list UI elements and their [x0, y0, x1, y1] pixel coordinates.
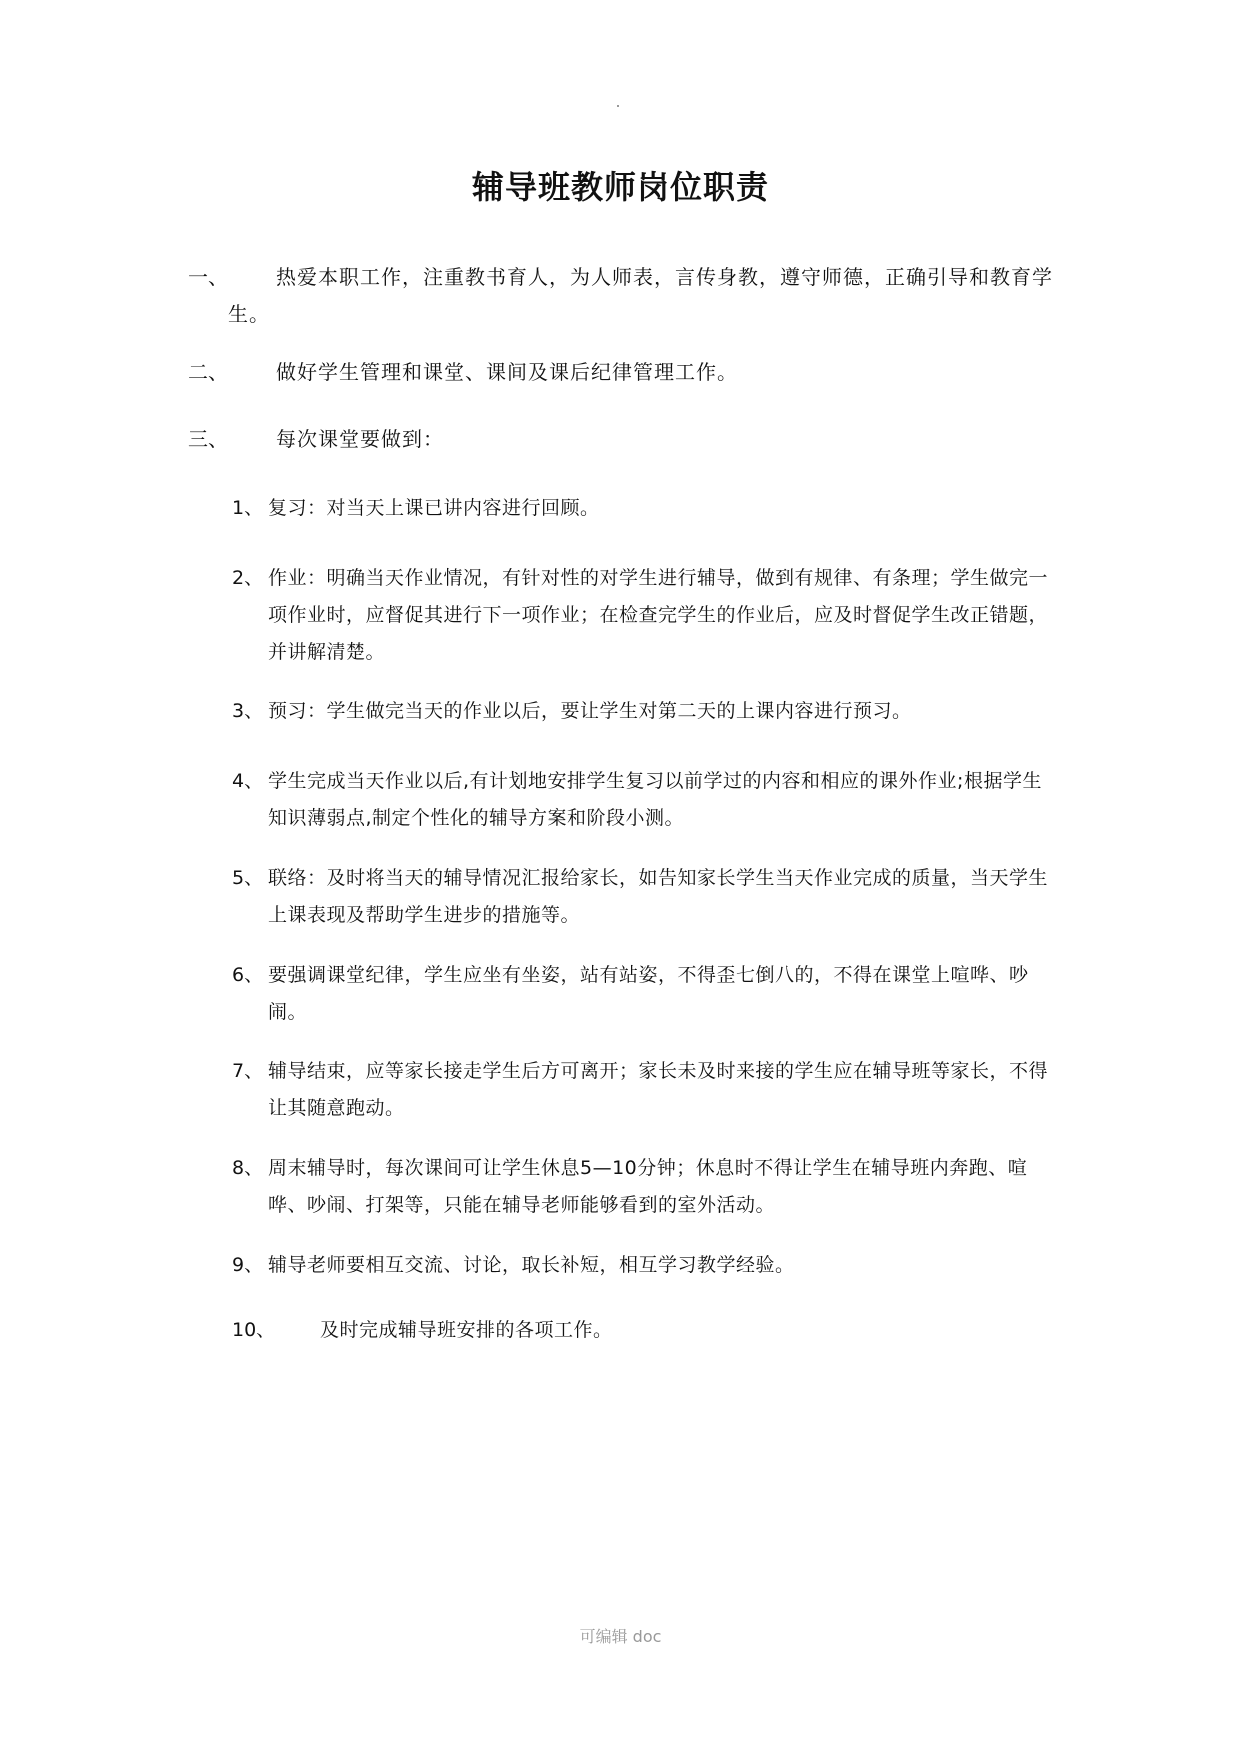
item-text: 预习：学生做完当天的作业以后，要让学生对第二天的上课内容进行预习。: [268, 700, 912, 722]
item-number: 4、: [232, 770, 264, 792]
section-number: 二、: [188, 360, 228, 384]
item-number: 1、: [232, 497, 264, 519]
section-number: 三、: [188, 427, 228, 451]
section-text: 每次课堂要做到：: [276, 427, 444, 451]
item-number: 7、: [232, 1060, 264, 1082]
item-number: 10、: [232, 1319, 276, 1341]
item-text: 辅导老师要相互交流、讨论，取长补短，相互学习教学经验。: [268, 1254, 795, 1276]
item-text: 复习：对当天上课已讲内容进行回顾。: [268, 497, 600, 519]
page-title: 辅导班教师岗位职责: [471, 168, 769, 206]
item-text: 作业：明确当天作业情况，有针对性的对学生进行辅导，做到有规律、有条理；学生做完一项作业时，应督促其进行下一项作业；在检查完学生的作业后，应及时督促学生改正错题，并讲解清楚。: [268, 567, 1049, 663]
section-text: 做好学生管理和课堂、课间及课后纪律管理工作。: [276, 360, 738, 384]
item-text: 辅导结束，应等家长接走学生后方可离开；家长未及时来接的学生应在辅导班等家长，不得让其随意跑动。: [268, 1060, 1049, 1119]
section-number: 一、: [188, 265, 228, 289]
item-text: 要强调课堂纪律，学生应坐有坐姿，站有站姿，不得歪七倒八的，不得在课堂上喧哗、吵闹。: [268, 964, 1029, 1023]
item-number: 3、: [232, 700, 264, 722]
page-footer: 可编辑 doc: [579, 1627, 662, 1646]
item-number: 2、: [232, 567, 264, 589]
item-text: 及时完成辅导班安排的各项工作。: [320, 1319, 613, 1341]
item-number: 6、: [232, 964, 264, 986]
page-mark: [617, 105, 619, 107]
item-text: 学生完成当天作业以后,有计划地安排学生复习以前学过的内容和相应的课外作业;根据学生知识薄弱点,制定个性化的辅导方案和阶段小测。: [268, 770, 1042, 829]
item-number: 5、: [232, 867, 264, 889]
item-text: 联络：及时将当天的辅导情况汇报给家长，如告知家长学生当天作业完成的质量，当天学生上课表现及帮助学生进步的措施等。: [268, 867, 1049, 926]
item-text: 周末辅导时，每次课间可让学生休息5—10分钟；休息时不得让学生在辅导班内奔跑、喧哗、吵闹、打架等，只能在辅导老师能够看到的室外活动。: [268, 1157, 1028, 1216]
item-number: 9、: [232, 1254, 264, 1276]
section-text: 热爱本职工作，注重教书育人，为人师表，言传身教，遵守师德，正确引导和教育学生。: [228, 265, 1053, 326]
item-number: 8、: [232, 1157, 264, 1179]
